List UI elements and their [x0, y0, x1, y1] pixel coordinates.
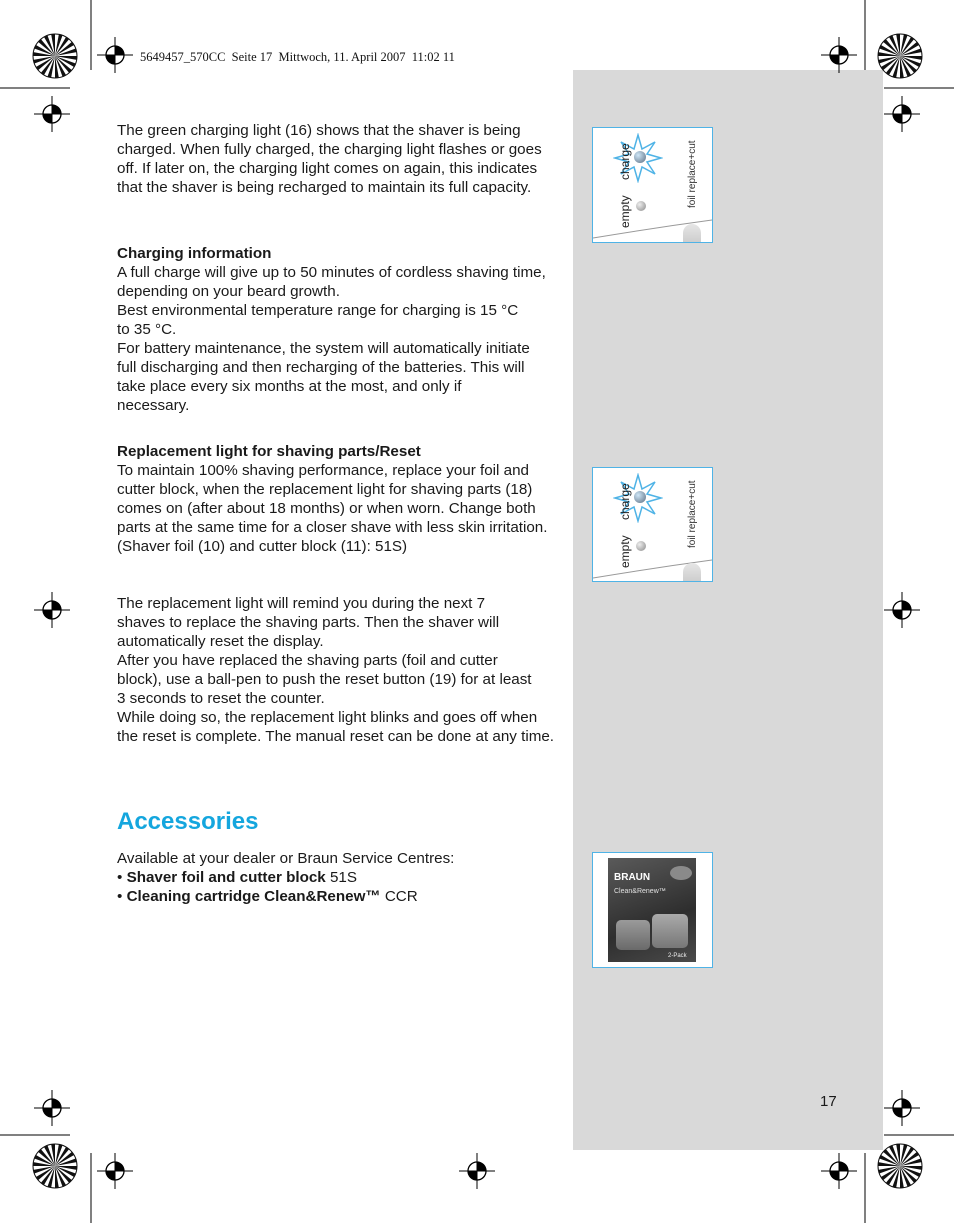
- accessory-name: Shaver foil and cutter block: [126, 869, 326, 886]
- product-name: Clean&Renew™: [614, 888, 666, 895]
- replace-label: foil replace+cut: [687, 480, 698, 548]
- charge-label: charge: [618, 483, 632, 520]
- reset-line-2: After you have replaced the shaving parts (foil and cutter block), use a ball-pen to push the reset button (19) for at least 3 seconds to reset the counter.: [117, 652, 532, 707]
- empty-label: empty: [618, 195, 632, 228]
- accessory-code: 51S: [329, 869, 358, 886]
- bullet: •: [117, 888, 123, 905]
- replace-label: foil replace+cut: [687, 140, 698, 208]
- charging-line-1: A full charge will give up to 50 minutes of cordless shaving time, depending on your beard growth.: [117, 264, 546, 300]
- pack-label: 2-Pack: [668, 953, 687, 959]
- page-number: 17: [820, 1093, 837, 1110]
- reset-line-3: While doing so, the replacement light blinks and goes off when the reset is complete. The manual reset can be done at any time.: [117, 709, 555, 745]
- accessories-intro: Available at your dealer or Braun Service Centres:: [117, 850, 455, 867]
- accessory-name: Cleaning cartridge Clean&Renew™: [126, 888, 381, 905]
- print-slug: 5649457_570CC Seite 17 Mittwoch, 11. April 2007 11:02 11: [140, 50, 455, 64]
- replacement-heading: Replacement light for shaving parts/Reset: [117, 443, 421, 460]
- accessory-code: CCR: [384, 888, 418, 905]
- charging-line-3: For battery maintenance, the system will automatically initiate full discharging and then recharging of the batteries. This will take place every six months at the most, and only if necessary.: [117, 340, 530, 414]
- charge-label: charge: [618, 143, 632, 180]
- intro-text: The green charging light (16) shows that the shaver is being charged. When fully charged, the charging light flashes or goes off. If later on, the charging light comes on again, this indicates that the shaver is being recharged to maintain its full capacity.: [117, 122, 542, 196]
- accessories-title: Accessories: [117, 808, 259, 835]
- brand-logo: BRAUN: [614, 872, 651, 883]
- replacement-line-1: To maintain 100% shaving performance, replace your foil and cutter block, when the replacement light for shaving parts (18) comes on (after about 18 months) or when worn. Change both parts at the same time for a closer shave with less skin irritation.: [117, 462, 548, 536]
- reset-line-1: The replacement light will remind you during the next 7 shaves to replace the shaving parts. Then the shaver will automatically reset the display.: [117, 595, 500, 650]
- bullet: •: [117, 869, 123, 886]
- sunburst-target-icon: [877, 1143, 923, 1189]
- charging-line-2: Best environmental temperature range for charging is 15 °C to 35 °C.: [117, 302, 519, 338]
- sunburst-target-icon: [32, 1143, 78, 1189]
- charging-heading: Charging information: [117, 245, 272, 262]
- replacement-line-2: (Shaver foil (10) and cutter block (11): 51S): [117, 538, 408, 555]
- sunburst-target-icon: [877, 33, 923, 79]
- empty-label: empty: [618, 535, 632, 568]
- sunburst-target-icon: [32, 33, 78, 79]
